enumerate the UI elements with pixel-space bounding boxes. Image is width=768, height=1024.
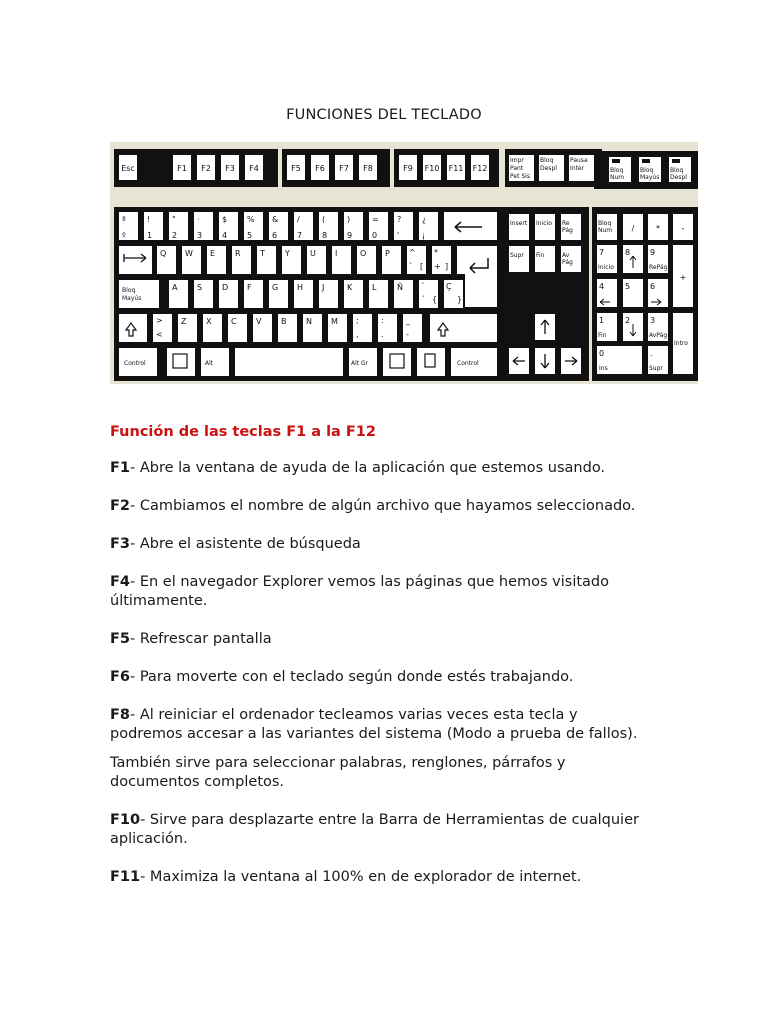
left-windows-key xyxy=(166,347,196,377)
number-row-key-upper: " xyxy=(172,215,176,224)
system-key-label: Pet Sis xyxy=(510,173,530,180)
lock-indicator-label: Mayús xyxy=(640,174,660,181)
left-shift-key xyxy=(118,313,148,343)
function-key-name: F1 xyxy=(110,460,130,476)
letter-key-label: V xyxy=(256,317,262,326)
menu-key xyxy=(416,347,446,377)
navigation-key-label: Fin xyxy=(536,252,545,259)
symbol-key-alt: ] xyxy=(445,262,449,271)
number-row-key-upper: ( xyxy=(322,215,326,224)
numpad-key-label: 7 xyxy=(599,248,605,257)
section-heading: Función de las teclas F1 a la F12 xyxy=(110,424,376,440)
number-row-key-upper: ! xyxy=(147,215,151,224)
function-row-key-label: F5 xyxy=(291,164,301,173)
navigation-key-label: Pág xyxy=(562,259,573,266)
caps-lock-key xyxy=(118,279,160,309)
number-row-key-upper: % xyxy=(247,215,255,224)
letter-key-label: A xyxy=(172,283,178,292)
content xyxy=(110,423,650,906)
lock-indicator-label: Num xyxy=(610,174,625,181)
alt-label: Alt xyxy=(205,360,214,367)
lock-indicator-light xyxy=(672,159,680,163)
system-key-label: Bloq xyxy=(540,157,554,164)
function-key-item xyxy=(110,573,650,611)
number-row-key-upper: ) xyxy=(347,215,351,224)
numpad-key-label: + xyxy=(679,273,687,282)
function-key-item xyxy=(110,535,650,554)
page-title: FUNCIONES DEL TECLADO xyxy=(286,107,482,123)
letter-key-label: F xyxy=(247,283,252,292)
symbol-key-lower: ´ xyxy=(421,295,425,304)
space-bar xyxy=(234,347,344,377)
letter-key-label: J xyxy=(322,283,325,292)
lock-indicator-label: Bloq xyxy=(640,167,654,174)
function-key-description: - Cambiamos el nombre de algún archivo que hayamos seleccionado. xyxy=(130,498,636,514)
number-row-key-lower: ' xyxy=(397,231,400,240)
navigation-key-label: Pág xyxy=(562,227,573,234)
function-key-item xyxy=(110,497,650,516)
symbol-key-lower: - xyxy=(406,330,409,339)
function-row-key-label: F12 xyxy=(472,164,488,173)
letter-key-label: L xyxy=(372,283,377,292)
numpad-key-label: 4 xyxy=(599,282,605,291)
letter-key-label: I xyxy=(335,249,338,258)
symbol-key-alt: [ xyxy=(420,262,424,271)
symbol-key-upper: * xyxy=(434,248,438,257)
number-row-key-upper: / xyxy=(297,215,300,224)
number-row-key-upper: ª xyxy=(122,215,126,224)
numpad-key-label: 0 xyxy=(599,349,605,358)
number-row-key-upper: $ xyxy=(222,215,228,224)
control-label: Control xyxy=(457,360,479,367)
number-row-key-lower: 8 xyxy=(322,231,328,240)
function-key-description: - Sirve para desplazarte entre la Barra de Herramientas de cualquier aplicación. xyxy=(110,812,639,847)
symbol-key-lower: ` xyxy=(409,262,413,271)
symbol-key-upper: _ xyxy=(406,316,410,325)
letter-key-label: T xyxy=(260,249,265,258)
letter-key-label: C xyxy=(231,317,237,326)
letter-key-label: Z xyxy=(181,317,187,326)
numpad-key-label: 5 xyxy=(625,282,631,291)
function-key-description: - Para moverte con el teclado según donde estés trabajando. xyxy=(130,669,574,685)
letter-key-label: N xyxy=(306,317,312,326)
lock-indicator-light xyxy=(642,159,650,163)
lock-indicator-light xyxy=(612,159,620,163)
numpad-key-label: - xyxy=(681,224,685,233)
symbol-key-upper: ^ xyxy=(409,248,416,257)
numpad-key-label: AvPág xyxy=(649,332,668,339)
number-row-key-upper: & xyxy=(272,215,279,224)
control-label: Control xyxy=(124,360,146,367)
symbol-key-lower: . xyxy=(381,330,384,339)
number-row-key-lower: 4 xyxy=(222,231,228,240)
function-key-item xyxy=(110,668,650,687)
lock-indicator-label: Despl xyxy=(670,174,687,181)
numpad-key-label: Intro xyxy=(674,340,688,347)
function-key-name: F5 xyxy=(110,631,130,647)
lock-indicator-label: Bloq xyxy=(670,167,684,174)
function-key-list xyxy=(110,459,650,887)
numpad-key-label: 2 xyxy=(625,316,631,325)
letter-key-label: E xyxy=(210,249,216,258)
keyboard-svg xyxy=(110,142,698,384)
function-key-name: F3 xyxy=(110,536,130,552)
letter-key-label: M xyxy=(331,317,338,326)
function-key-name: F6 xyxy=(110,669,130,685)
keyboard-illustration xyxy=(110,142,698,384)
navigation-key xyxy=(508,245,530,273)
numpad-key-label: Inicio xyxy=(598,264,614,271)
function-key-name: F2 xyxy=(110,498,130,514)
letter-key-label: H xyxy=(297,283,304,292)
numpad-key-label: * xyxy=(656,224,660,233)
navigation-key xyxy=(534,213,556,241)
number-row-key-upper: · xyxy=(197,215,200,224)
number-row-key-lower: 1 xyxy=(147,231,153,240)
system-key-label: Despl xyxy=(540,165,557,172)
numpad-key-label: 9 xyxy=(650,248,656,257)
function-key-item xyxy=(110,459,650,478)
right-windows-key xyxy=(382,347,412,377)
symbol-key-upper: Ç xyxy=(446,282,452,291)
letter-key-label: P xyxy=(385,249,390,258)
function-key-item xyxy=(110,630,650,649)
function-key-item xyxy=(110,868,650,887)
function-key-description: - Maximiza la ventana al 100% en de explorador de internet. xyxy=(140,869,582,885)
number-row-key-lower: 0 xyxy=(372,231,378,240)
symbol-key-lower: < xyxy=(156,330,163,339)
letter-key-label: Y xyxy=(285,249,290,258)
function-row-key-label: F8 xyxy=(363,164,373,173)
system-key-label: Pausa xyxy=(570,157,588,164)
number-row-key-upper: = xyxy=(372,215,379,224)
numpad-key-label: Bloq xyxy=(598,220,612,227)
function-row-key-label: F4 xyxy=(249,164,259,173)
symbol-key-lower: + xyxy=(434,262,441,271)
number-row-key-lower: ¡ xyxy=(422,231,426,240)
function-key-name: F4 xyxy=(110,574,130,590)
function-row-key-label: F3 xyxy=(225,164,235,173)
function-row-key-label: F6 xyxy=(315,164,325,173)
backspace-key xyxy=(443,211,498,241)
letter-key-label: W xyxy=(185,249,193,258)
function-key-name: F10 xyxy=(110,812,141,828)
function-row-key-label: F11 xyxy=(448,164,464,173)
number-row-key-lower: 7 xyxy=(297,231,303,240)
letter-key-label: K xyxy=(347,283,353,292)
letter-key-label: U xyxy=(310,249,316,258)
function-key-description: - Abre el asistente de búsqueda xyxy=(130,536,361,552)
function-key-item xyxy=(110,811,650,849)
system-key-label: Impr xyxy=(510,157,524,164)
numpad-key-label: RePág xyxy=(649,264,668,271)
letter-key-label: O xyxy=(360,249,367,258)
numpad-key-label: Num xyxy=(598,227,613,234)
navigation-key-label: Re xyxy=(562,220,570,227)
function-key-item xyxy=(110,754,650,792)
navigation-key-label: Insert xyxy=(510,220,528,227)
numpad-key-label: . xyxy=(650,349,653,358)
function-row-key-label: F7 xyxy=(339,164,349,173)
number-row-key-lower: 5 xyxy=(247,231,253,240)
function-row-key-label: F9 xyxy=(403,164,413,173)
navigation-key xyxy=(534,245,556,273)
function-key-name: F8 xyxy=(110,707,130,723)
system-key-label: Pant xyxy=(510,165,524,172)
symbol-key-upper: ¨ xyxy=(421,282,425,291)
symbol-key-alt: { xyxy=(432,295,438,304)
number-row-key-lower: 6 xyxy=(272,231,278,240)
tab-key xyxy=(118,245,153,275)
function-key-description: - Al reiniciar el ordenador tecleamos varias veces esta tecla y podremos accesar a las variantes del sistema (Modo a prueba de fallos). xyxy=(110,707,638,742)
number-row-key-lower: 2 xyxy=(172,231,178,240)
letter-key-label: G xyxy=(272,283,279,292)
symbol-key-alt: } xyxy=(457,295,463,304)
navigation-key-label: Supr xyxy=(510,252,524,259)
navigation-key xyxy=(508,213,530,241)
symbol-key-lower: , xyxy=(356,330,359,339)
letter-key-label: D xyxy=(222,283,229,292)
function-key-description: - Abre la ventana de ayuda de la aplicación que estemos usando. xyxy=(130,460,606,476)
letter-key-label: S xyxy=(197,283,203,292)
numpad-key-label: / xyxy=(631,224,635,233)
symbol-key-upper: ; xyxy=(356,316,359,325)
number-row-key-lower: 9 xyxy=(347,231,353,240)
function-key-description: - En el navegador Explorer vemos las páginas que hemos visitado últimamente. xyxy=(110,574,609,609)
letter-key-label: R xyxy=(235,249,241,258)
caps-lock-label: Bloq xyxy=(122,287,136,294)
system-key-label: Inter xyxy=(570,165,585,172)
letter-key-label: B xyxy=(281,317,287,326)
symbol-key-upper: : xyxy=(381,316,384,325)
numpad-key-label: 1 xyxy=(599,316,605,325)
number-row-key-upper: ? xyxy=(397,215,402,224)
number-row-key-lower: º xyxy=(122,231,126,240)
caps-lock-label: Mayús xyxy=(122,295,142,302)
numpad-key-label: 3 xyxy=(650,316,656,325)
function-row-key-label: F10 xyxy=(424,164,440,173)
number-row-key-upper: ¿ xyxy=(422,215,427,224)
numpad-key-label: Supr xyxy=(649,365,663,372)
function-key-name: F11 xyxy=(110,869,141,885)
function-row-key-label: F2 xyxy=(201,164,211,173)
letter-key-label: X xyxy=(206,317,212,326)
alt-gr-label: Alt Gr xyxy=(351,360,369,367)
function-key-item xyxy=(110,706,650,744)
function-row-key-label: F1 xyxy=(177,164,187,173)
numpad-key-label: Ins xyxy=(599,365,608,372)
numpad-key-label: 8 xyxy=(625,248,631,257)
symbol-key-upper: > xyxy=(156,316,163,325)
lock-indicator-label: Bloq xyxy=(610,167,624,174)
number-row-key-lower: 3 xyxy=(197,231,203,240)
letter-key-label: Ñ xyxy=(397,283,403,292)
navigation-key-label: Inicio xyxy=(536,220,552,227)
function-key-description: - Refrescar pantalla xyxy=(130,631,272,647)
numpad-key-label: 6 xyxy=(650,282,656,291)
letter-key-label: Q xyxy=(160,249,167,258)
navigation-key-label: Av xyxy=(562,252,570,259)
function-row-key-label: Esc xyxy=(121,164,135,173)
numpad-key-label: Fin xyxy=(598,332,607,339)
function-key-description: También sirve para seleccionar palabras, renglones, párrafos y documentos completos. xyxy=(110,755,566,790)
